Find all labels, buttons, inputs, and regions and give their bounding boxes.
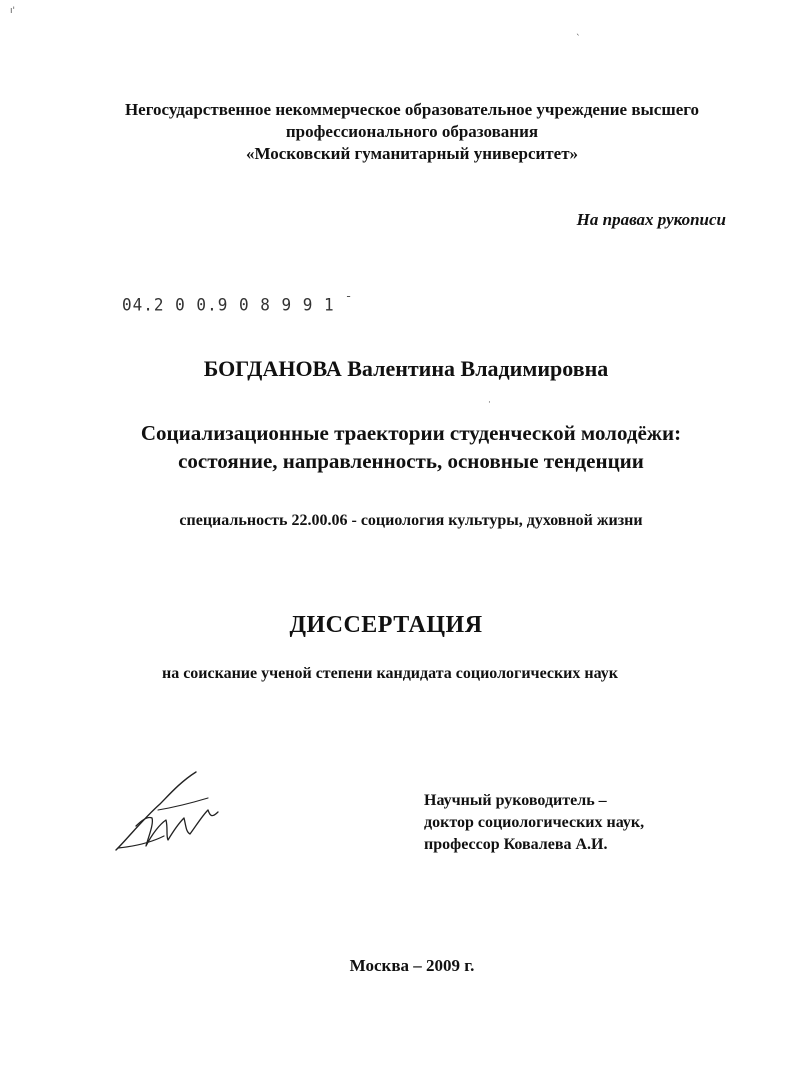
archive-stamp <box>122 295 353 315</box>
archive-stamp-number: 04.2 0 0.9 0 8 9 9 1 <box>122 294 335 315</box>
institution-line-2: профессионального образования <box>285 122 539 141</box>
supervisor-degree: доктор социологических наук, <box>424 814 645 831</box>
rights-note: На правах рукописи <box>576 210 726 229</box>
supervisor-block <box>424 790 644 856</box>
city-year: Москва – 2009 г. <box>349 956 475 975</box>
supervisor-role: Научный руководитель – <box>424 792 607 809</box>
stamp-tick-icon: ˉ <box>345 294 353 309</box>
scan-mark-icon: ı' <box>10 6 15 16</box>
degree-statement: на соискание ученой степени кандидата социологических наук <box>161 665 619 682</box>
institution-line-1: Негосударственное некоммерческое образовательное учреждение высшего <box>124 100 700 119</box>
scan-dot-icon: · <box>488 398 491 408</box>
institution-line-3: «Московский гуманитарный университет» <box>245 144 579 163</box>
author-name: БОГДАНОВА Валентина Владимировна <box>203 356 609 381</box>
document-type: ДИССЕРТАЦИЯ <box>289 612 483 638</box>
dissertation-title-line-1: Социализационные траектории студенческой молодёжи: <box>140 421 682 445</box>
signature-icon <box>108 768 228 858</box>
specialty: специальность 22.00.06 - социология культуры, духовной жизни <box>179 512 643 529</box>
dissertation-title-line-2: состояние, направленность, основные тенденции <box>178 449 644 473</box>
scan-mark-icon: ˋ <box>576 34 581 44</box>
supervisor-name: профессор Ковалева А.И. <box>424 836 608 853</box>
